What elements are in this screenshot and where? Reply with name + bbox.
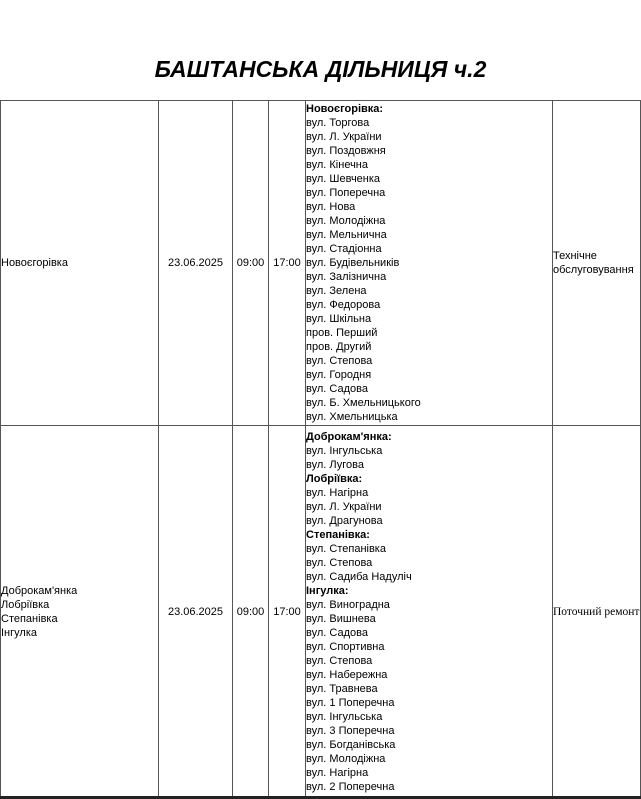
- start-time-cell: 09:00: [233, 101, 269, 426]
- street-item: вул. Набережна: [306, 668, 388, 681]
- table-row: [1, 426, 641, 798]
- end-time-cell: 17:00: [269, 101, 306, 426]
- street-item: вул. Степанівка: [306, 542, 386, 555]
- street-item: вул. Вишнева: [306, 612, 376, 625]
- settlement-heading: Доброкам'янка:: [306, 430, 392, 443]
- street-item: вул. Поздовжня: [306, 145, 386, 157]
- street-item: вул. Городня: [306, 369, 372, 381]
- work-type-cell: Технічне обслуговування: [553, 101, 641, 426]
- street-item: вул. Садова: [306, 626, 368, 639]
- street-item: вул. 2 Поперечна: [306, 780, 395, 793]
- street-item: вул. Хмельницька: [306, 411, 398, 423]
- settlement-name: Лобріївка: [1, 598, 50, 611]
- street-item: вул. Молодіжна: [306, 752, 386, 765]
- street-item: пров. Другий: [306, 341, 372, 353]
- street-item: вул. Садиба Надуліч: [306, 570, 412, 583]
- street-item: вул. Садова: [306, 383, 368, 395]
- settlement-heading: Новоєгорівка:: [306, 103, 384, 115]
- street-item: вул. Драгунова: [306, 514, 383, 527]
- outage-schedule-table: [0, 100, 641, 798]
- settlement-cell: [1, 426, 159, 798]
- street-item: вул. Травнева: [306, 682, 378, 695]
- street-item: вул. Нова: [306, 201, 356, 213]
- table-row: [1, 101, 641, 426]
- street-item: вул. Поперечна: [306, 187, 386, 199]
- street-item: вул. Мельнична: [306, 229, 387, 241]
- settlement-name: Інгулка: [1, 626, 37, 639]
- street-item: вул. Залізнична: [306, 271, 387, 283]
- street-item: пров. Перший: [306, 327, 378, 339]
- street-item: вул. Богданівська: [306, 738, 396, 751]
- page-title: БАШТАНСЬКА ДІЛЬНИЦЯ ч.2: [154, 56, 487, 82]
- settlement-cell: [1, 101, 159, 426]
- street-item: вул. Інгульська: [306, 710, 383, 723]
- settlement-name: Степанівка: [1, 612, 58, 625]
- street-item: вул. Б. Хмельницького: [306, 397, 421, 409]
- street-item: вул. Лугова: [306, 458, 364, 471]
- street-item: вул. Виноградна: [306, 598, 390, 611]
- street-item: вул. Шкільна: [306, 313, 372, 325]
- street-item: вул. Степова: [306, 556, 373, 569]
- work-type-cell: Поточний ремонт: [553, 426, 641, 798]
- settlement-name: Новоєгорівка: [1, 257, 68, 269]
- settlement-heading: Інгулка:: [306, 584, 349, 597]
- street-item: вул. Нагірна: [306, 766, 369, 779]
- date-cell: 23.06.2025: [159, 426, 233, 798]
- street-item: вул. Федорова: [306, 299, 381, 311]
- street-item: вул. Степова: [306, 355, 373, 367]
- street-item: вул. Спортивна: [306, 640, 385, 653]
- street-item: вул. Інгульська: [306, 444, 383, 457]
- streets-cell: [306, 101, 553, 426]
- street-item: вул. Л. України: [306, 131, 382, 143]
- street-item: вул. Кінечна: [306, 159, 368, 171]
- street-item: вул. 1 Поперечна: [306, 696, 395, 709]
- street-item: вул. 3 Поперечна: [306, 724, 395, 737]
- street-item: вул. Будівельників: [306, 257, 400, 269]
- settlement-heading: Степанівка:: [306, 528, 370, 541]
- street-item: вул. Нагірна: [306, 486, 369, 499]
- street-item: вул. Молодіжна: [306, 215, 386, 227]
- start-time-cell: 09:00: [233, 426, 269, 798]
- date-cell: 23.06.2025: [159, 101, 233, 426]
- street-item: вул. Стадіонна: [306, 243, 382, 255]
- street-item: вул. Зелена: [306, 285, 367, 297]
- settlement-heading: Лобріївка:: [306, 472, 363, 485]
- street-item: вул. Шевченка: [306, 173, 381, 185]
- street-item: вул. Л. України: [306, 500, 382, 513]
- streets-cell: [306, 426, 553, 798]
- street-item: вул. Торгова: [306, 117, 370, 129]
- settlement-name: Доброкам'янка: [1, 584, 78, 597]
- street-item: вул. Степова: [306, 654, 373, 667]
- end-time-cell: 17:00: [269, 426, 306, 798]
